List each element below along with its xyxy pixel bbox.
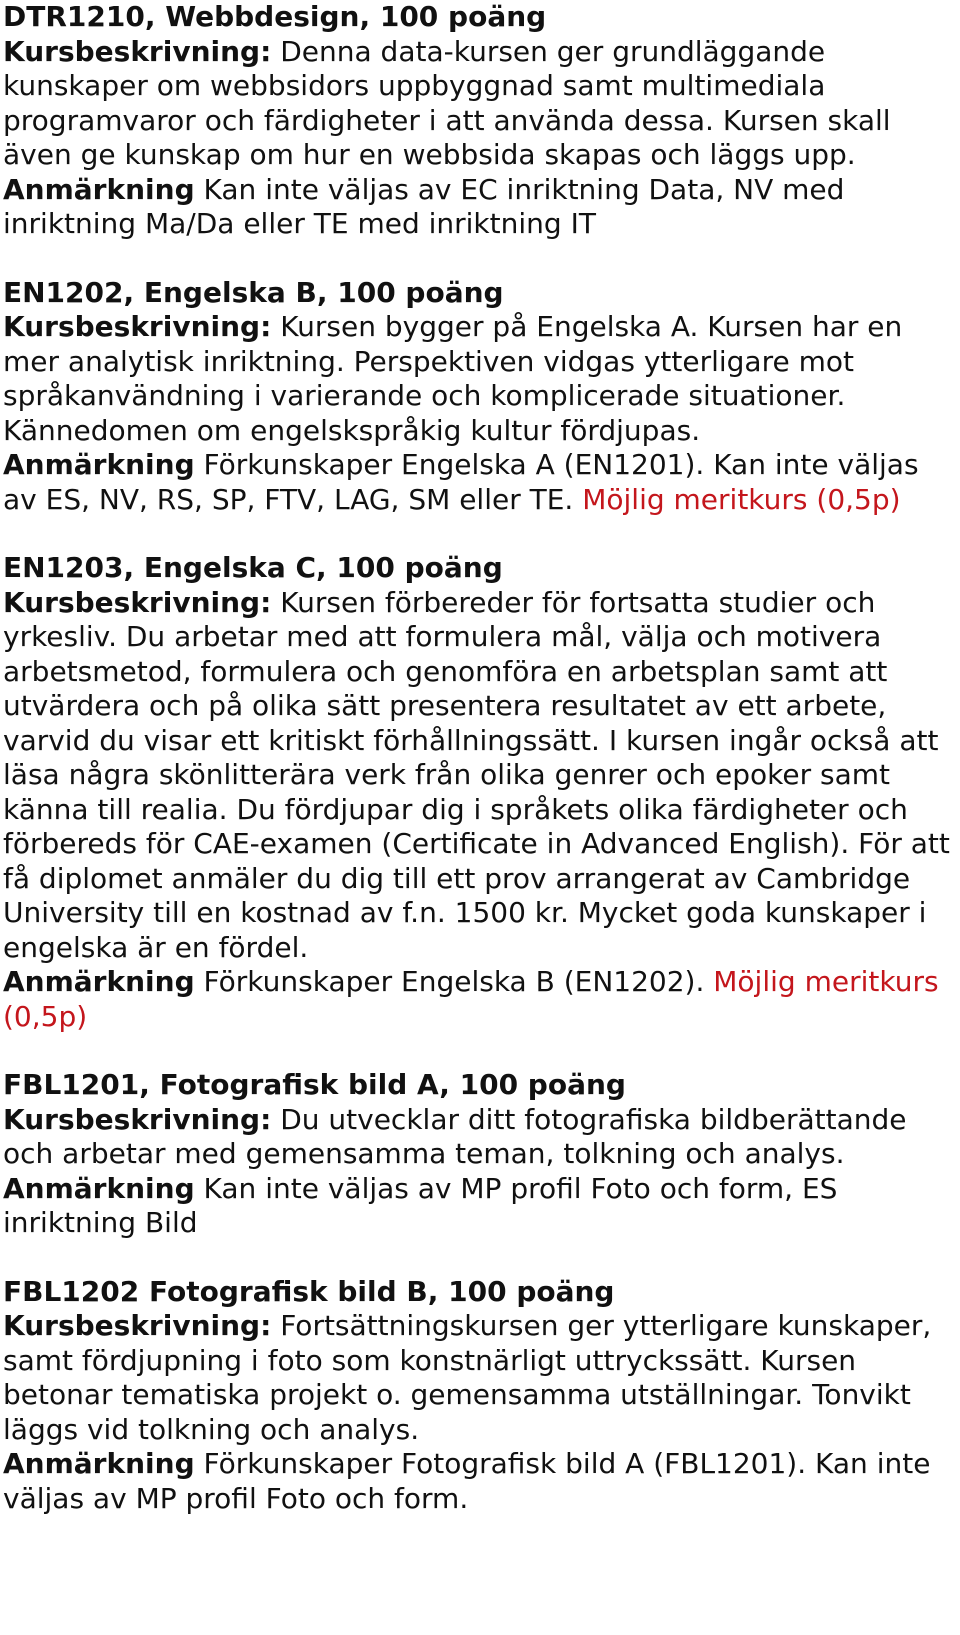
- course-description: Fortsättningskursen ger ytterligare kunskaper, samt fördjupning i foto som konstnärligt uttryckssätt. Kursen betonar tematiska projekt o. gemensamma utställningar. Tonvikt läggs vid tolkning och analys.: [3, 1309, 932, 1446]
- course-description: Denna data-kursen ger grundläggande kunskaper om webbsidors uppbyggnad samt multimediala programvaror och färdigheter i att använda dessa. Kursen skall även ge kunskap om hur en webbsida skapas och läggs upp.: [3, 34, 891, 171]
- course-entry: [3, 1275, 960, 1517]
- course-entry: [3, 276, 960, 518]
- course-entry: [3, 551, 960, 1034]
- course-remark: Kan inte väljas av EC inriktning Data, NV med inriktning Ma/Da eller TE med inriktning IT: [3, 172, 845, 240]
- course-body: [3, 1309, 960, 1516]
- course-title: EN1202, Engelska B, 100 poäng: [3, 275, 504, 309]
- course-entry: [3, 1068, 960, 1241]
- course-title: EN1203, Engelska C, 100 poäng: [3, 551, 503, 584]
- merit-note: Möjlig meritkurs (0,5p): [582, 482, 901, 516]
- course-body: [3, 35, 960, 242]
- course-body: [3, 1103, 960, 1241]
- course-description: Kursen förbereder för fortsatta studier och yrkesliv. Du arbetar med att formulera mål, välja och motivera arbetsmetod, formulera och genomföra en arbetsplan samt att utvärdera och på olika sätt presentera resultatet av ett arbete, varvid du visar ett kritiskt förhållningssätt. I kursen ingår också att läsa några skönlitterära verk från olika genrer och epoker samt känna till realia. Du fördjupar dig i språkets olika färdigheter och förbereds för CAE-examen (Certificate in Advanced English). För att få diplomet anmäler du dig till ett prov arrangerat av Cambridge University till en kostnad av f.n. 1500 kr. Mycket goda kunskaper i engelska är en fördel.: [3, 585, 950, 964]
- merit-note: Möjlig meritkurs (0,5p): [3, 965, 939, 1033]
- course-title: FBL1202 Fotografisk bild B, 100 poäng: [3, 1274, 615, 1308]
- description-label: Kursbeskrivning:: [3, 585, 272, 619]
- course-title: DTR1210, Webbdesign, 100 poäng: [3, 0, 547, 33]
- remark-label: Anmärkning: [3, 448, 195, 481]
- course-body: [3, 586, 960, 1035]
- remark-label: Anmärkning: [3, 172, 195, 206]
- course-remark: Förkunskaper Engelska A (EN1201). Kan inte väljas av ES, NV, RS, SP, FTV, LAG, SM eller TE.: [3, 448, 919, 516]
- course-title: FBL1201, Fotografisk bild A, 100 poäng: [3, 1068, 626, 1101]
- remark-label: Anmärkning: [3, 1171, 195, 1205]
- description-label: Kursbeskrivning:: [3, 1309, 272, 1342]
- remark-label: Anmärkning: [3, 1447, 195, 1480]
- description-label: Kursbeskrivning:: [3, 34, 272, 68]
- course-description: Kursen bygger på Engelska A. Kursen har en mer analytisk inriktning. Perspektiven vidgas ytterligare mot språkanvändning i varierande och komplicerade situationer. Kännedomen om engelskspråkig kultur fördjupas.: [3, 310, 903, 447]
- course-remark: Förkunskaper Engelska B (EN1202).: [203, 965, 705, 998]
- course-description: Du utvecklar ditt fotografiska bildberättande och arbetar med gemensamma teman, tolkning och analys.: [3, 1102, 907, 1170]
- course-remark: Förkunskaper Fotografisk bild A (FBL1201). Kan inte väljas av MP profil Foto och form.: [3, 1447, 931, 1515]
- course-entry: [3, 0, 960, 242]
- remark-label: Anmärkning: [3, 965, 195, 998]
- course-remark: Kan inte väljas av MP profil Foto och form, ES inriktning Bild: [3, 1171, 838, 1239]
- description-label: Kursbeskrivning:: [3, 310, 272, 343]
- description-label: Kursbeskrivning:: [3, 1102, 272, 1136]
- course-body: [3, 310, 960, 517]
